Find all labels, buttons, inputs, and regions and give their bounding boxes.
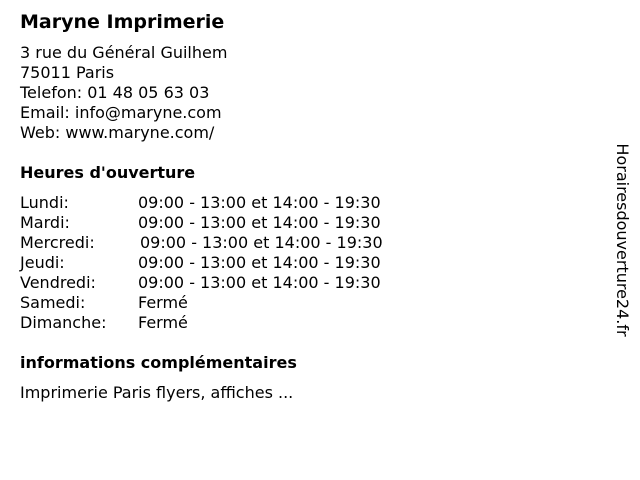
time-value: 09:00 - 13:00 et 14:00 - 19:30	[138, 273, 381, 292]
time-value: Fermé	[138, 293, 188, 312]
business-name: Maryne Imprimerie	[20, 11, 225, 33]
info-text: Imprimerie Paris flyers, affiches ...	[20, 383, 294, 402]
city-postal: 75011 Paris	[20, 63, 115, 82]
day-label: Lundi:	[20, 193, 69, 212]
time-value: Fermé	[138, 313, 188, 332]
day-label: Dimanche:	[20, 313, 107, 332]
hours-heading: Heures d'ouverture	[20, 163, 196, 182]
website: Web: www.maryne.com/	[20, 123, 215, 142]
email-address: Email: info@maryne.com	[20, 103, 222, 122]
time-value: 09:00 - 13:00 et 14:00 - 19:30	[138, 193, 381, 212]
day-label: Mardi:	[20, 213, 70, 232]
day-label: Vendredi:	[20, 273, 96, 292]
street-address: 3 rue du Général Guilhem	[20, 43, 228, 62]
day-label: Samedi:	[20, 293, 86, 312]
day-label: Mercredi:	[20, 233, 95, 252]
phone-number: Telefon: 01 48 05 63 03	[20, 83, 210, 102]
day-label: Jeudi:	[20, 253, 65, 272]
info-heading: informations complémentaires	[20, 353, 297, 372]
site-watermark: Horairesdouverture24.fr	[613, 143, 632, 337]
time-value: 09:00 - 13:00 et 14:00 - 19:30	[140, 233, 383, 252]
time-value: 09:00 - 13:00 et 14:00 - 19:30	[138, 213, 381, 232]
address-block	[20, 43, 227, 143]
time-value: 09:00 - 13:00 et 14:00 - 19:30	[138, 253, 381, 272]
